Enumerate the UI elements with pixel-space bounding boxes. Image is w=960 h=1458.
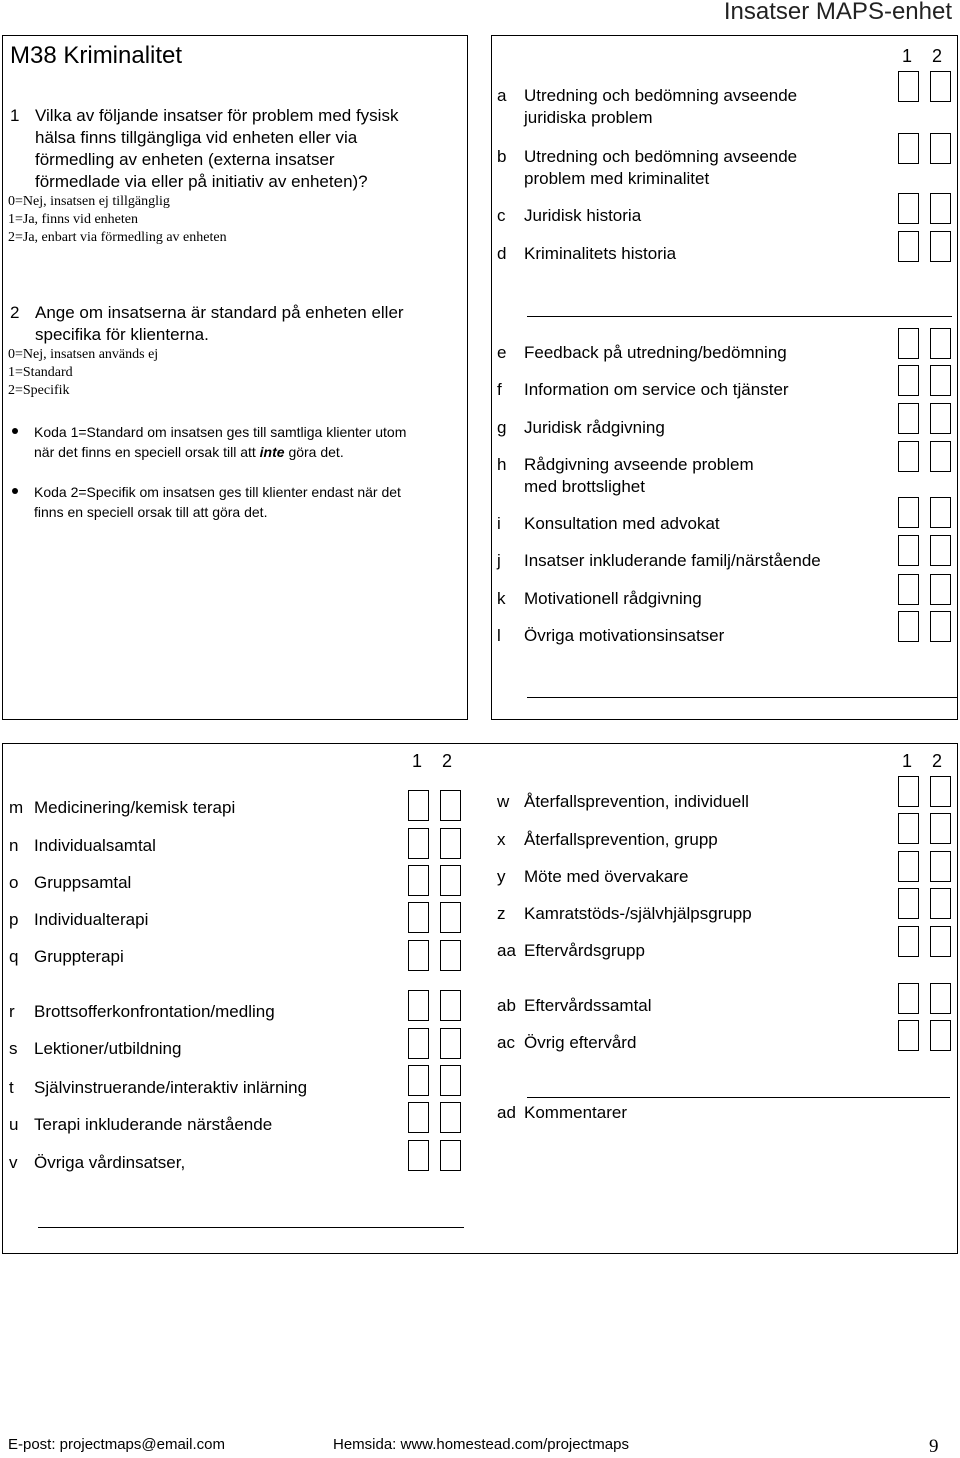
answer-box-2[interactable] — [930, 574, 951, 605]
answer-box-2[interactable] — [930, 1020, 951, 1051]
question-2-line: specifika för klienterna. — [35, 325, 209, 344]
answer-box-1[interactable] — [898, 851, 919, 882]
item-letter: q — [9, 947, 19, 966]
question-1-line: förmedlade via eller på initiativ av enheten)? — [35, 172, 368, 191]
answer-box-2[interactable] — [930, 71, 951, 102]
item-letter: v — [9, 1153, 18, 1172]
other-specify-line — [527, 1097, 950, 1098]
answer-box-2[interactable] — [440, 865, 461, 896]
answer-box-1[interactable] — [408, 1028, 429, 1059]
item-label: Medicinering/kemisk terapi — [34, 798, 236, 817]
item-label: Lektioner/utbildning — [34, 1039, 182, 1058]
answer-box-2[interactable] — [930, 231, 951, 262]
item-letter: k — [497, 589, 506, 608]
item-label: Rådgivning avseende problem — [524, 455, 754, 474]
answer-box-1[interactable] — [408, 940, 429, 971]
item-letter: l — [497, 626, 501, 645]
item-letter: o — [9, 873, 19, 892]
answer-box-2[interactable] — [930, 535, 951, 566]
item-label: Konsultation med advokat — [524, 514, 720, 533]
item-label: Juridisk historia — [524, 206, 642, 225]
item-letter: w — [497, 792, 510, 811]
item-letter: n — [9, 836, 19, 855]
item-letter: z — [497, 904, 506, 923]
question-1-number: 1 — [10, 106, 20, 125]
item-label: Eftervårdssamtal — [524, 996, 652, 1015]
item-label: Juridisk rådgivning — [524, 418, 665, 437]
items-panel-bottom — [2, 743, 958, 1254]
item-letter: t — [9, 1078, 14, 1097]
item-letter: d — [497, 244, 507, 263]
answer-box-2[interactable] — [440, 990, 461, 1021]
answer-box-2[interactable] — [930, 365, 951, 396]
column-header-1: 1 — [412, 751, 423, 771]
answer-box-1[interactable] — [898, 813, 919, 844]
item-letter: u — [9, 1115, 19, 1134]
question-1-code: 1=Ja, finns vid enheten — [8, 212, 138, 227]
answer-box-2[interactable] — [930, 983, 951, 1014]
item-letter: h — [497, 455, 507, 474]
answer-box-1[interactable] — [408, 1065, 429, 1096]
question-2-code: 1=Standard — [8, 365, 73, 380]
answer-box-2[interactable] — [930, 611, 951, 642]
bullet-dot — [12, 428, 18, 434]
answer-box-2[interactable] — [930, 888, 951, 919]
answer-box-1[interactable] — [898, 441, 919, 472]
column-header-1: 1 — [902, 751, 913, 771]
bullet-text: Koda 1=Standard om insatsen ges till samtliga klienter utom — [34, 424, 407, 440]
answer-box-1[interactable] — [898, 1020, 919, 1051]
item-label: Övrig eftervård — [524, 1033, 637, 1052]
item-label: Övriga motivationsinsatser — [524, 626, 725, 645]
item-letter: i — [497, 514, 501, 533]
answer-box-1[interactable] — [408, 902, 429, 933]
answer-box-1[interactable] — [898, 365, 919, 396]
answer-box-1[interactable] — [898, 328, 919, 359]
other-specify-line — [527, 697, 957, 698]
item-label: juridiska problem — [524, 108, 653, 127]
footer-website: Hemsida: www.homestead.com/projectmaps — [333, 1436, 629, 1453]
item-label: Terapi inkluderande närstående — [34, 1115, 273, 1134]
item-label: Information om service och tjänster — [524, 380, 789, 399]
question-2-line: Ange om insatserna är standard på enheten eller — [35, 303, 404, 322]
answer-box-2[interactable] — [440, 1102, 461, 1133]
answer-box-1[interactable] — [408, 1140, 429, 1171]
item-letter: ad — [497, 1103, 516, 1122]
item-label: Utredning och bedömning avseende — [524, 86, 798, 105]
bullet-text-part: när det finns en speciell orsak till att — [34, 444, 260, 460]
answer-box-1[interactable] — [898, 403, 919, 434]
answer-box-2[interactable] — [930, 441, 951, 472]
answer-box-2[interactable] — [930, 497, 951, 528]
item-letter: p — [9, 910, 19, 929]
answer-box-1[interactable] — [898, 574, 919, 605]
item-letter: x — [497, 830, 506, 849]
answer-box-2[interactable] — [440, 828, 461, 859]
answer-box-1[interactable] — [898, 231, 919, 262]
page-header-title: Insatser MAPS-enhet — [723, 0, 952, 25]
item-letter: ac — [497, 1033, 515, 1052]
item-label: Självinstruerande/interaktiv inlärning — [34, 1078, 308, 1097]
answer-box-2[interactable] — [930, 926, 951, 957]
question-2-number: 2 — [10, 303, 20, 322]
item-label: Feedback på utredning/bedömning — [524, 343, 787, 362]
item-label: Möte med övervakare — [524, 867, 689, 886]
answer-box-1[interactable] — [898, 193, 919, 224]
question-1-line: Vilka av följande insatser för problem med fysisk — [35, 106, 399, 125]
answer-box-1[interactable] — [898, 888, 919, 919]
answer-box-1[interactable] — [408, 828, 429, 859]
answer-box-1[interactable] — [898, 71, 919, 102]
answer-box-2[interactable] — [440, 902, 461, 933]
answer-box-2[interactable] — [930, 133, 951, 164]
items-panel-top-right — [491, 35, 958, 720]
answer-box-1[interactable] — [898, 983, 919, 1014]
item-letter: r — [9, 1002, 15, 1021]
answer-box-2[interactable] — [930, 851, 951, 882]
item-letter: j — [497, 551, 501, 570]
bullet-text — [34, 442, 344, 462]
bullet-text: Koda 2=Specifik om insatsen ges till klienter endast när det — [34, 484, 401, 500]
column-header-2: 2 — [932, 751, 943, 771]
item-letter: f — [497, 380, 502, 399]
question-1-code: 2=Ja, enbart via förmedling av enheten — [8, 230, 227, 245]
item-label: Motivationell rådgivning — [524, 589, 702, 608]
item-letter: aa — [497, 941, 516, 960]
item-letter: a — [497, 86, 507, 105]
item-letter: ab — [497, 996, 516, 1015]
answer-box-2[interactable] — [440, 1028, 461, 1059]
answer-box-2[interactable] — [440, 1140, 461, 1171]
answer-box-1[interactable] — [408, 990, 429, 1021]
question-1-line: förmedling av enheten (externa insatser — [35, 150, 335, 169]
item-label: Gruppsamtal — [34, 873, 132, 892]
answer-box-1[interactable] — [898, 926, 919, 957]
footer-email: E-post: projectmaps@email.com — [8, 1436, 225, 1453]
bullet-text: finns en speciell orsak till att göra det. — [34, 504, 268, 520]
answer-box-1[interactable] — [898, 535, 919, 566]
item-label: Återfallsprevention, individuell — [524, 792, 749, 811]
answer-box-2[interactable] — [930, 193, 951, 224]
answer-box-1[interactable] — [898, 611, 919, 642]
bullet-text-part: göra det. — [284, 444, 344, 460]
column-header-2: 2 — [932, 46, 943, 66]
answer-box-2[interactable] — [930, 813, 951, 844]
answer-box-1[interactable] — [408, 1102, 429, 1133]
answer-box-1[interactable] — [408, 790, 429, 821]
item-label: Utredning och bedömning avseende — [524, 147, 798, 166]
question-1-code: 0=Nej, insatsen ej tillgänglig — [8, 194, 170, 209]
bullet-emphasis: inte — [259, 444, 285, 460]
question-2-code: 2=Specifik — [8, 383, 70, 398]
answer-box-2[interactable] — [440, 1065, 461, 1096]
item-letter: s — [9, 1039, 18, 1058]
item-letter: b — [497, 147, 507, 166]
column-header-1: 1 — [902, 46, 913, 66]
item-label: problem med kriminalitet — [524, 169, 710, 188]
answer-box-1[interactable] — [408, 865, 429, 896]
section-title: M38 Kriminalitet — [10, 42, 183, 69]
answer-box-1[interactable] — [898, 497, 919, 528]
divider-line — [527, 316, 952, 317]
item-label: Återfallsprevention, grupp — [524, 830, 718, 849]
item-label: Kriminalitets historia — [524, 244, 677, 263]
question-1-line: hälsa finns tillgängliga vid enheten eller via — [35, 128, 358, 147]
answer-box-2[interactable] — [440, 940, 461, 971]
item-label: med brottslighet — [524, 477, 645, 496]
footer-page-number: 9 — [929, 1436, 939, 1457]
answer-box-2[interactable] — [930, 328, 951, 359]
answer-box-2[interactable] — [930, 776, 951, 807]
item-letter: m — [9, 798, 24, 817]
answer-box-1[interactable] — [898, 133, 919, 164]
item-label: Kamratstöds-/självhjälpsgrupp — [524, 904, 752, 923]
item-label: Individualsamtal — [34, 836, 156, 855]
answer-box-2[interactable] — [440, 790, 461, 821]
item-label: Kommentarer — [524, 1103, 627, 1122]
column-header-2: 2 — [442, 751, 453, 771]
item-label: Övriga vårdinsatser, — [34, 1153, 186, 1172]
item-letter: c — [497, 206, 506, 225]
item-letter: g — [497, 418, 507, 437]
question-2-code: 0=Nej, insatsen används ej — [8, 347, 159, 362]
item-label: Brottsofferkonfrontation/medling — [34, 1002, 275, 1021]
item-label: Eftervårdsgrupp — [524, 941, 645, 960]
item-label: Individualterapi — [34, 910, 149, 929]
item-label: Gruppterapi — [34, 947, 124, 966]
item-letter: e — [497, 343, 507, 362]
answer-box-1[interactable] — [898, 776, 919, 807]
item-letter: y — [497, 867, 506, 886]
other-specify-line — [38, 1227, 464, 1228]
bullet-dot — [12, 488, 18, 494]
item-label: Insatser inkluderande familj/närstående — [524, 551, 821, 570]
answer-box-2[interactable] — [930, 403, 951, 434]
